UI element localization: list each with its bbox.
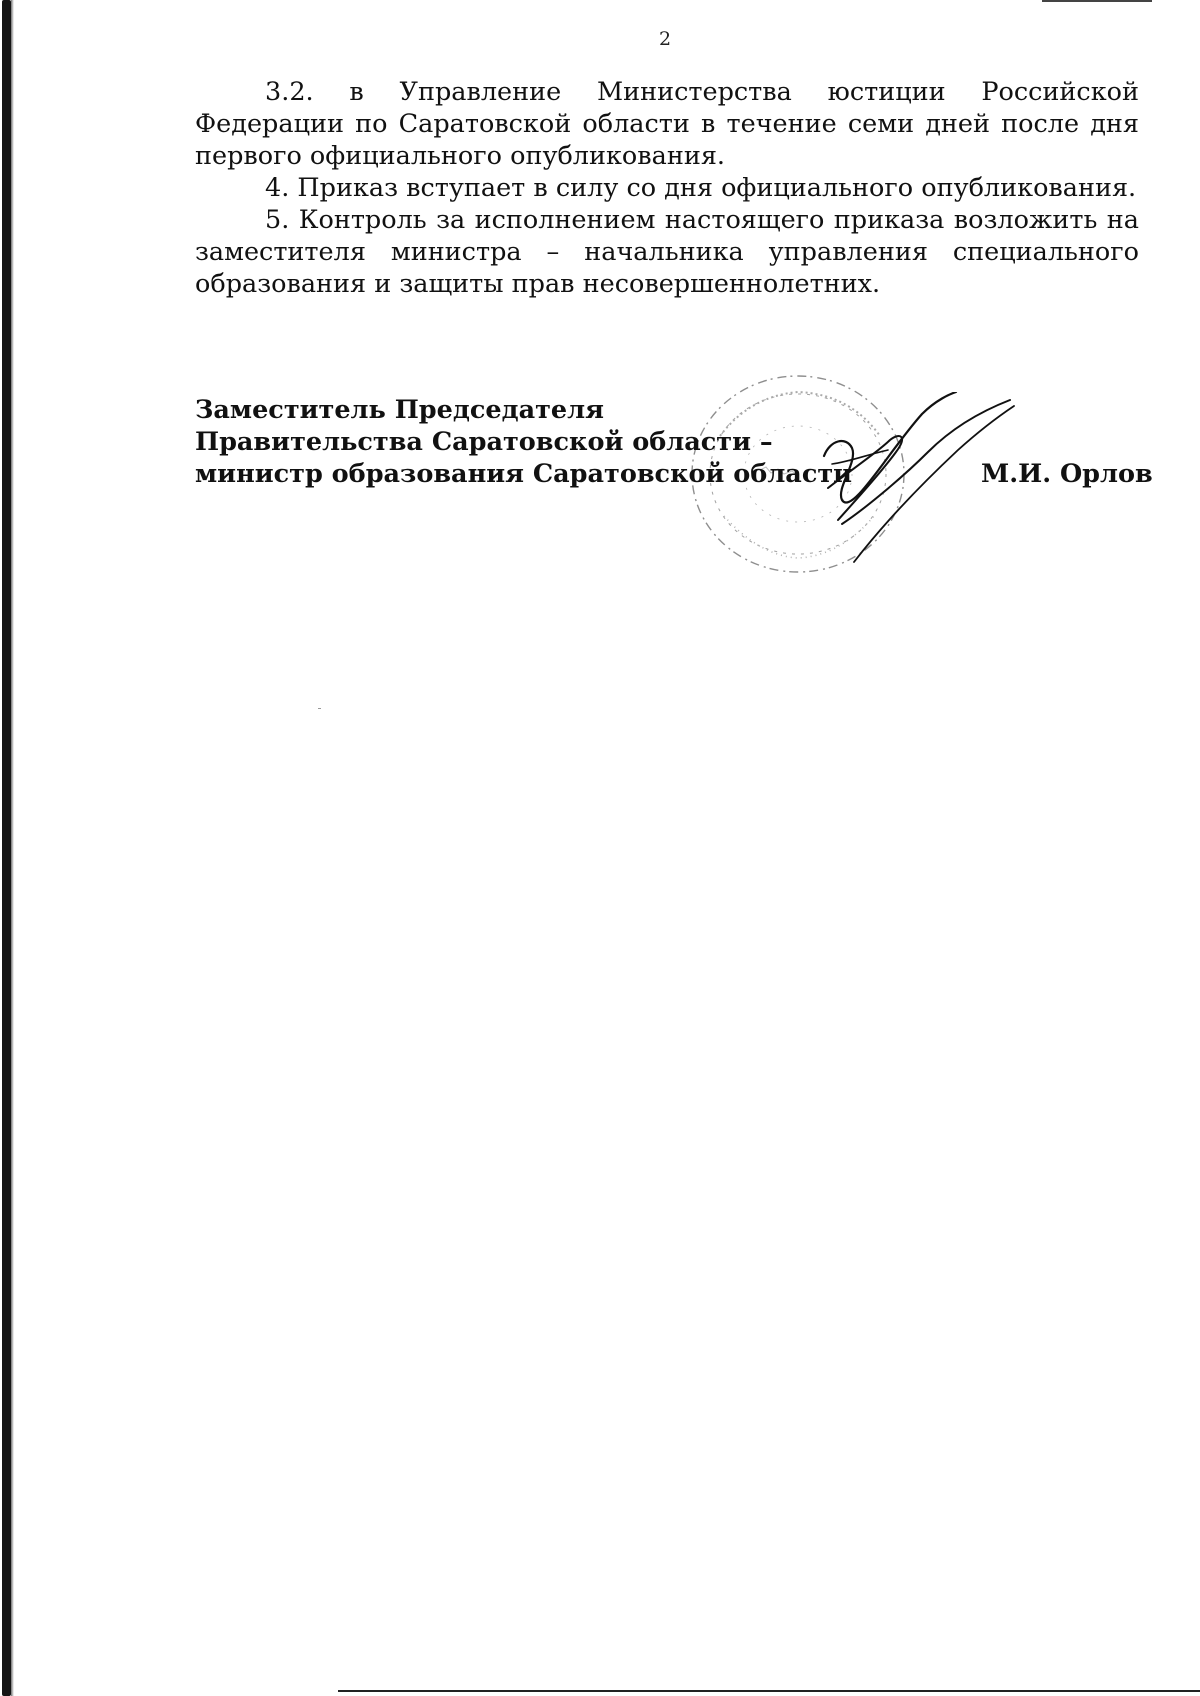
scan-binding-edge: [2, 0, 11, 1696]
signatory-title-line-3: министр образования Саратовской области: [195, 459, 853, 489]
signatory-name: М.И. Орлов: [981, 459, 1153, 489]
paragraph-5: 5. Контроль за исполнением настоящего приказа возложить на заместителя министра – начальника управления специального образования и защиты прав несовершеннолетних.: [195, 205, 1139, 299]
document-body: [195, 76, 1139, 300]
signatory-title-block: [195, 394, 852, 490]
scan-bottom-edge-line: [338, 1690, 1200, 1692]
paragraph-3-2: 3.2. в Управление Министерства юстиции Российской Федерации по Саратовской области в течение семи дней после дня первого официального опубликования.: [195, 77, 1139, 171]
page-number: 2: [658, 28, 672, 50]
scan-top-edge-mark: [1042, 0, 1152, 2]
signatory-title-line-1: Заместитель Председателя: [195, 395, 604, 425]
signatory-title-line-2: Правительства Саратовской области –: [195, 427, 773, 457]
paragraph-4: 4. Приказ вступает в силу со дня официального опубликования.: [265, 173, 1137, 203]
scan-speck: [318, 708, 321, 709]
